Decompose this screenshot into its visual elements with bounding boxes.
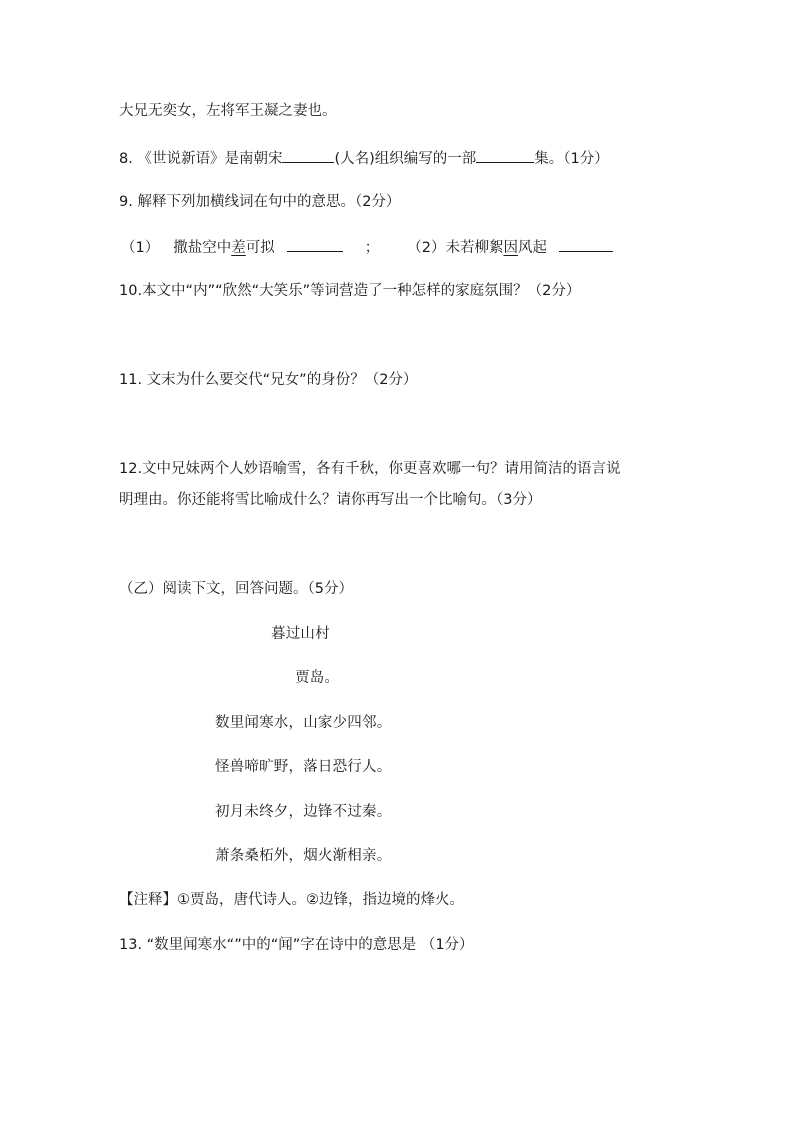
poem-line-2: 怪兽啼旷野，落日恐行人。	[215, 759, 392, 775]
q9-item1-number: （1）	[121, 240, 160, 256]
question-12-line1: 12.文中兄妹两个人妙语喻雪，各有千秋，你更喜欢哪一句？请用简洁的语言说	[119, 461, 621, 477]
poem-title: 暮过山村	[271, 626, 330, 642]
poem-author: 贾岛。	[295, 670, 340, 686]
q9-item1-word: 差	[231, 240, 246, 256]
q9-item2-word: 因	[503, 240, 518, 256]
q9-item2-pre: （2）未若柳絮	[407, 240, 504, 256]
q8-text-c: 集。（1分）	[534, 151, 609, 167]
question-8	[119, 147, 609, 169]
q9-item1-blank[interactable]	[287, 236, 343, 252]
q8-text-b: (人名)组织编写的一部	[334, 151, 477, 167]
q9-item2-post: 风起	[517, 240, 547, 256]
q9-item1-pre: 撒盐空中	[173, 240, 232, 256]
section-b-heading: （乙）阅读下文，回答问题。（5分）	[119, 581, 353, 597]
question-11: 11. 文末为什么要交代“兄女”的身份？（2分）	[119, 372, 418, 388]
question-12-line2: 明理由。你还能将雪比喻成什么？请你再写出一个比喻句。（3分）	[119, 492, 542, 508]
question-10: 10.本文中“内”“欣然“大笑乐”等词营造了一种怎样的家庭氛围？（2分）	[119, 283, 581, 299]
q8-blank-type[interactable]	[476, 147, 534, 163]
poem-note: 【注释】①贾岛，唐代诗人。②边锋，指边境的烽火。	[119, 892, 464, 908]
question-9: 9. 解释下列加横线词在句中的意思。（2分）	[119, 194, 401, 210]
q9-separator: ；	[364, 240, 380, 256]
q9-item2-blank[interactable]	[559, 236, 613, 252]
poem-line-3: 初月未终夕，边锋不过秦。	[215, 804, 392, 820]
q8-text-a: 8. 《世说新语》是南朝宋	[119, 151, 283, 167]
q8-blank-name[interactable]	[282, 147, 334, 163]
passage-end-line: 大兄无奕女，左将军王凝之妻也。	[119, 103, 337, 119]
poem-line-1: 数里闻寒水，山家少四邻。	[215, 715, 392, 731]
question-9-items	[121, 236, 613, 258]
q9-item1-post: 可拟	[245, 240, 275, 256]
question-13: 13. “数里闻寒水“”中的“闻”字在诗中的意思是 （1分）	[119, 937, 474, 953]
poem-line-4: 萧条桑柘外，烟火渐相亲。	[215, 848, 392, 864]
